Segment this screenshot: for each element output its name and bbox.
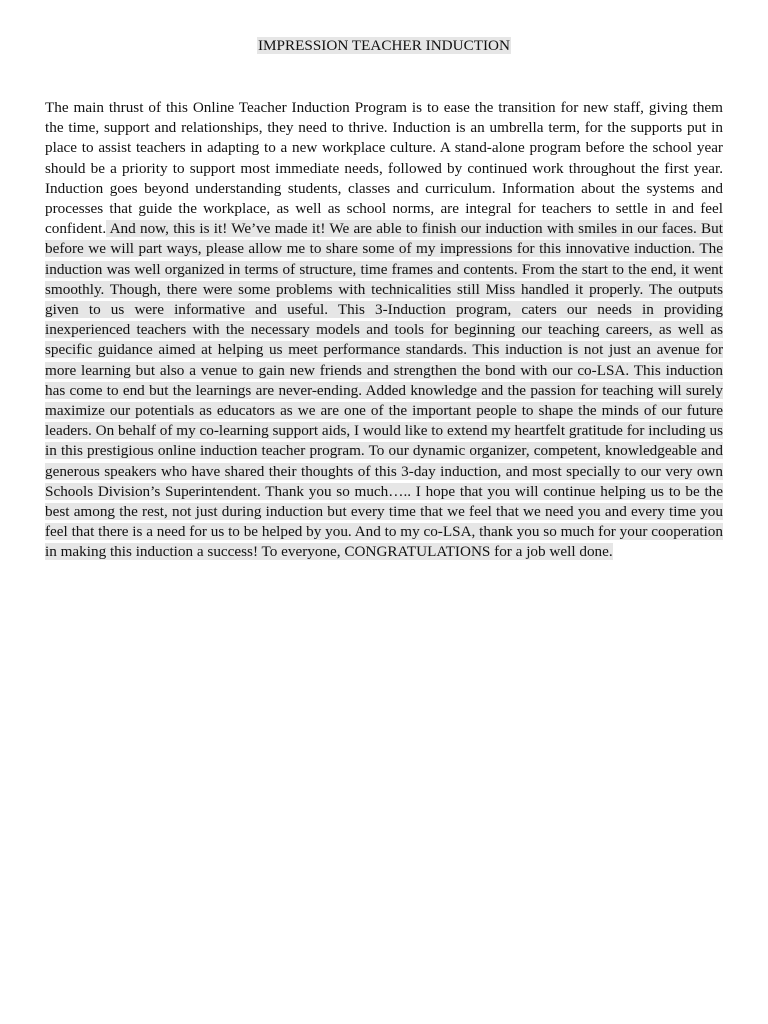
document-title: IMPRESSION TEACHER INDUCTION [257, 37, 510, 54]
text-segment-intro: The main thrust of this Online Teacher Induction Program is to ease the transition for new staff, giving them the time, support and relationships, they need to thrive. [45, 99, 723, 137]
body-paragraph [45, 98, 723, 563]
text-segment-closing: I hope that you will continue helping us to be the best among the rest, not just during induction but every time that we feel that we need you and every time you feel that there is a need for us to be helped by you. And to my co-LSA, thank you so much for your cooperation in making this induction a success! To everyone, CONGRATULATIONS for a job well done. [45, 482, 723, 561]
document-page [45, 36, 723, 563]
text-segment-induction-definition: Induction is an umbrella term, for the supports put in place to assist teachers in adapting to a new workplace culture. A stand-alone program before the school year should be a priority to support most immediate needs, followed by continued work throughout the first year. Induction goes beyond understanding students, classes and curriculum. Information about the systems and processes that guide the workplace, as well as school norms, are integral for teachers to settle in and feel confident. [45, 119, 723, 238]
text-segment-gratitude: . This induction is not just an avenue for more learning but also a venue to gain new friends and strengthen the bond with our co-LSA. This induction has come to end but the learnings are never-ending. Added knowledge and the passion for teaching will surely maximize our potentials as educators as we are one of the important people to shape the minds of our future leaders. On behalf of my co-learning support aids, I would like to extend my heartfelt gratitude for including us in this prestigious online induction teacher program. To our dynamic organizer, competent, knowledgeable and generous speakers who have shared their thoughts of this 3-day induction, and most specially to our very own Schools Division’s Superintendent. Thank you so much….. [45, 341, 724, 500]
text-segment-impressions: And now, this is it! We’ve made it! We are able to finish our induction with smiles in our faces. But before we will part ways, please allow me to share some of my impressions for this innovative induction. The induction was well organized in terms of structure, time frames and contents. From the start to the end, it went smoothly. Though, there were some problems with technicalities still Miss handled it properly. The outputs given to us were informative and useful. This 3-Induction program, caters our needs in providing inexperienced teachers with the necessary models and tools for beginning our teaching careers, as well as specific guidance aimed at helping us meet performance standards [45, 220, 723, 359]
title-block [45, 36, 723, 56]
